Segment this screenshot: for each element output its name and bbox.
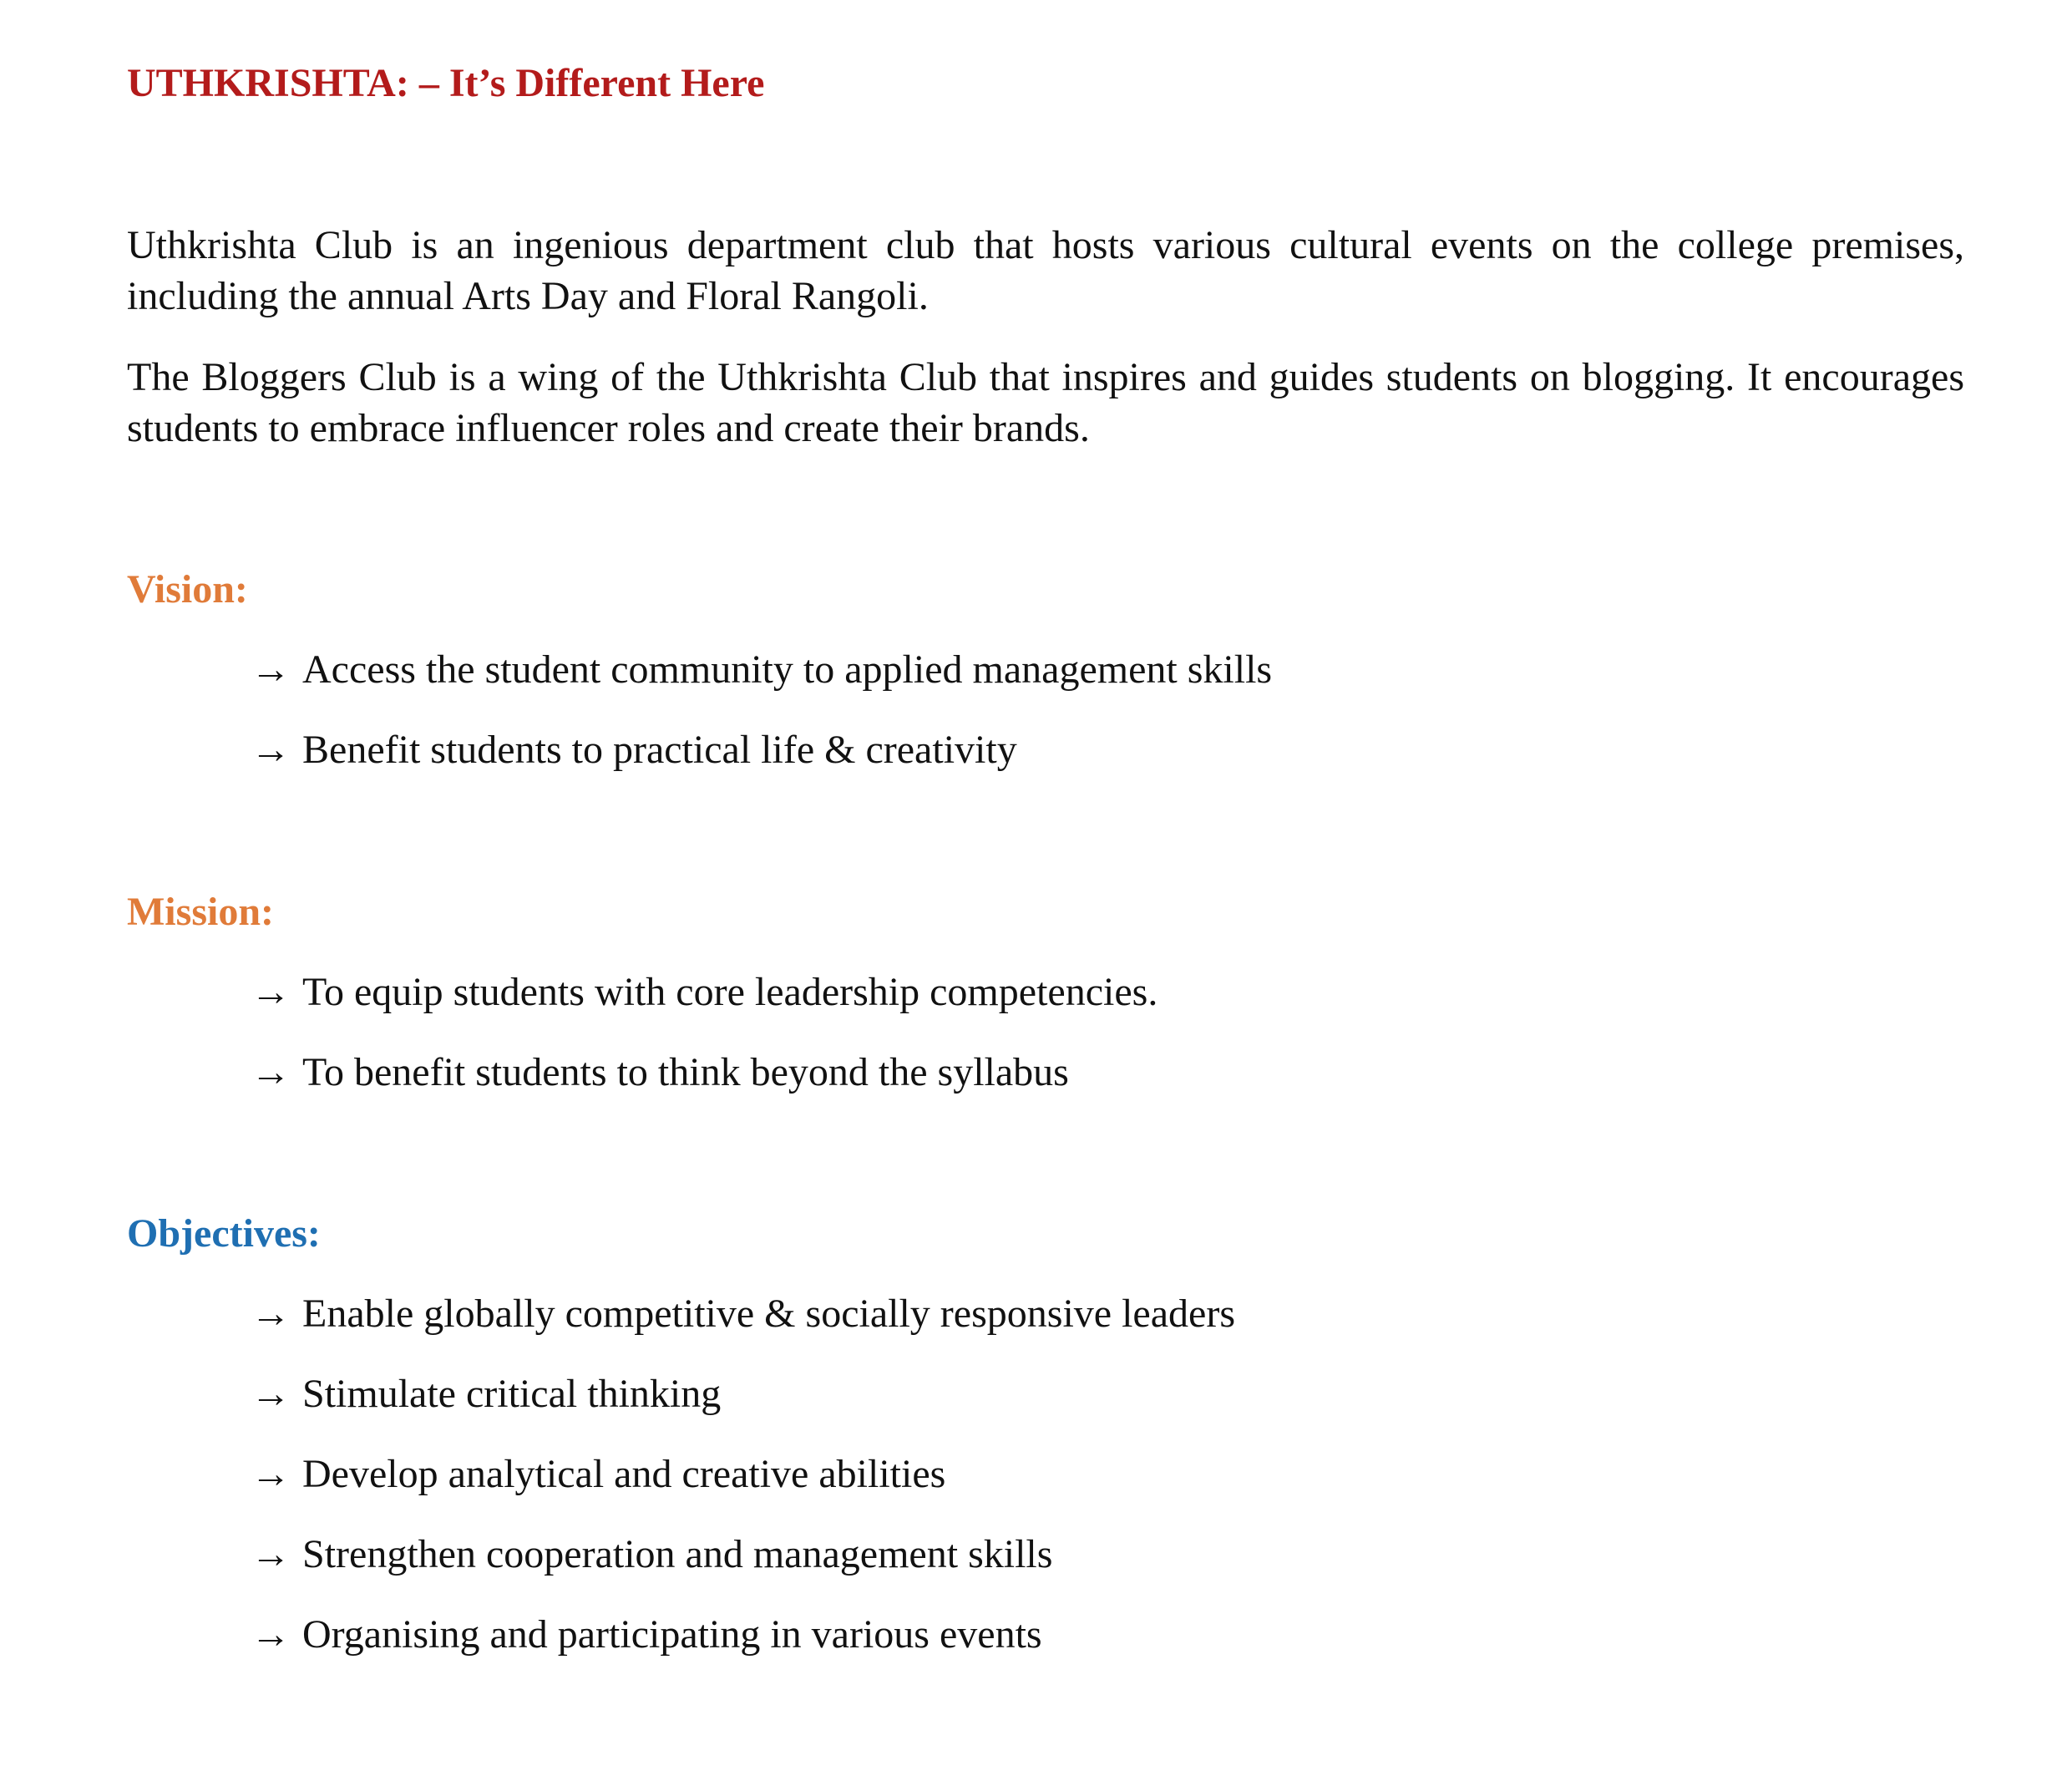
arrow-icon: →: [251, 970, 291, 1014]
arrow-icon: →: [251, 1452, 291, 1496]
objectives-list: [251, 1289, 1235, 1690]
document-title: UTHKRISHTA: – It’s Different Here: [127, 61, 765, 105]
arrow-icon: →: [251, 1532, 291, 1576]
objective-item-text: Enable globally competitive & socially responsive leaders: [302, 1292, 1236, 1336]
vision-heading: Vision:: [127, 567, 248, 612]
objectives-heading: Objectives:: [127, 1211, 321, 1256]
intro-paragraph: Uthkrishta Club is an ingenious department club that hosts various cultural events on the college premises, including the annual Arts Day and Floral Rangoli.: [127, 223, 1964, 318]
bloggers-club-paragraph: The Bloggers Club is a wing of the Uthkrishta Club that inspires and guides students on blogging. It encourages students to embrace influencer roles and create their brands.: [127, 355, 1964, 450]
list-item: [251, 967, 1158, 1048]
vision-list: [251, 645, 1272, 805]
objective-item-text: Stimulate critical thinking: [302, 1372, 722, 1416]
list-item: [251, 725, 1272, 805]
vision-item-text: Access the student community to applied management skills: [302, 647, 1273, 692]
arrow-icon: →: [251, 728, 291, 772]
list-item: [251, 645, 1272, 725]
objective-item-text: Strengthen cooperation and management skills: [302, 1532, 1053, 1576]
arrow-icon: →: [251, 647, 291, 692]
objective-item-text: Develop analytical and creative abilities: [302, 1452, 946, 1496]
mission-item-text: To equip students with core leadership competencies.: [302, 970, 1158, 1014]
mission-list: [251, 967, 1158, 1128]
list-item: [251, 1530, 1235, 1610]
list-item: [251, 1048, 1158, 1128]
arrow-icon: →: [251, 1050, 291, 1094]
list-item: [251, 1449, 1235, 1530]
objective-item-text: Organising and participating in various events: [302, 1612, 1042, 1657]
vision-item-text: Benefit students to practical life & creativity: [302, 728, 1017, 772]
arrow-icon: →: [251, 1292, 291, 1336]
list-item: [251, 1369, 1235, 1449]
arrow-icon: →: [251, 1372, 291, 1416]
list-item: [251, 1610, 1235, 1690]
arrow-icon: →: [251, 1612, 291, 1657]
list-item: [251, 1289, 1235, 1369]
mission-heading: Mission:: [127, 890, 275, 934]
mission-item-text: To benefit students to think beyond the syllabus: [302, 1050, 1069, 1094]
